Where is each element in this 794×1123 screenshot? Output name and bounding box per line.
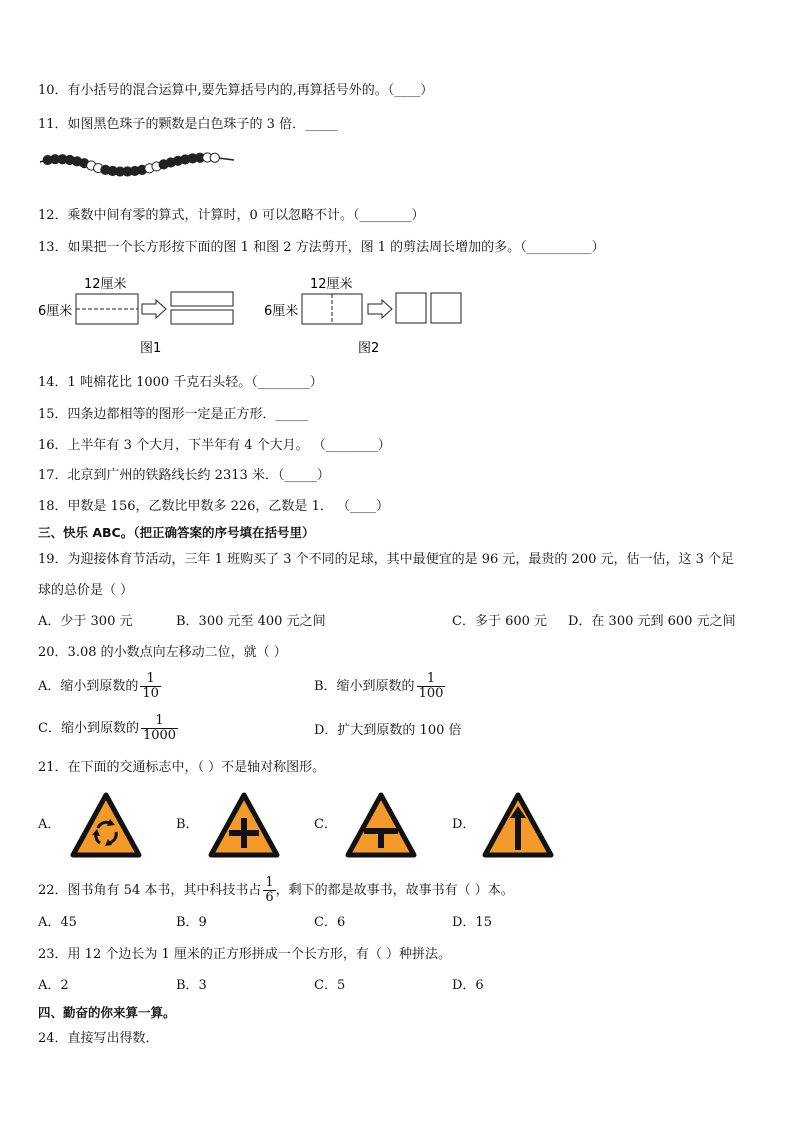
question-19-line1: 19．为迎接体育节活动，三年 1 班购买了 3 个不同的足球，其中最便宜的是 96 元，最贵的 200 元，估一估，这 3 个足 [38, 552, 735, 567]
section-3-heading: 三、快乐 ABC。（把正确答案的序号填在括号里） [38, 525, 315, 540]
question-15: 15．四条边都相等的图形一定是正方形．_____ [38, 407, 309, 422]
fig2-width-label: 6厘米 [264, 304, 299, 319]
q21-option-d: D． [452, 817, 476, 832]
crossroad-sign-icon [208, 792, 280, 858]
roundabout-sign-icon [70, 792, 142, 858]
beads-string-icon [38, 142, 238, 190]
question-14: 14．1 吨棉花比 1000 千克石头轻。（________） [38, 375, 323, 390]
question-20: 20．3.08 的小数点向左移动二位，就（ ） [38, 645, 287, 660]
q22-option-d: D．15 [452, 915, 492, 930]
fig1-caption: 图1 [140, 341, 162, 356]
q20-option-c: C．缩小到原数的 $\frac{1}{1000}$ [38, 713, 177, 743]
question-17: 17．北京到广州的铁路线长约 2313 米．（_____） [38, 468, 330, 483]
q19-option-c: C．多于 600 元 [452, 614, 548, 629]
q19-option-d: D．在 300 元到 600 元之间 [568, 614, 736, 629]
question-19-line2: 球的总价是（ ） [38, 583, 134, 598]
question-16: 16．上半年有 3 个大月，下半年有 4 个大月。 （________） [38, 438, 391, 453]
q22-option-b: B．9 [176, 915, 207, 930]
question-22: 22．图书角有 54 本书，其中科技书占 $\frac{1}{6}$ ，剩下的都是故事书，故事书有（ ）本。 [38, 875, 514, 905]
q19-option-a: A．少于 300 元 [38, 614, 133, 629]
q21-option-c: C． [314, 817, 337, 832]
q23-option-c: C．5 [314, 978, 346, 993]
q21-option-a: A． [38, 817, 61, 832]
cut-rectangle-figure [38, 272, 478, 362]
white-bead [210, 153, 219, 162]
question-24: 24．直接写出得数． [38, 1031, 159, 1046]
q23-option-b: B．3 [176, 978, 207, 993]
q22-option-c: C．6 [314, 915, 346, 930]
question-18: 18．甲数是 156，乙数比甲数多 226，乙数是 1． （____） [38, 499, 389, 514]
q21-option-b: B． [176, 817, 199, 832]
straight-ahead-sign-icon [482, 792, 554, 858]
question-13: 13．如果把一个长方形按下面的图 1 和图 2 方法剪开，图 1 的剪法周长增加的多。（__________） [38, 240, 605, 255]
fig2-caption: 图2 [358, 341, 380, 356]
q23-option-d: D．6 [452, 978, 484, 993]
question-11: 11．如图黑色珠子的颗数是白色珠子的 3 倍．_____ [38, 117, 338, 132]
fig2-length-label: 12厘米 [310, 277, 353, 292]
fig1-width-label: 6厘米 [38, 304, 73, 319]
q20-option-d: D．扩大到原数的 100 倍 [314, 723, 462, 738]
question-12: 12．乘数中间有零的算式，计算时，0 可以忽略不计。（________） [38, 208, 425, 223]
section-4-heading: 四、勤奋的你来算一算。 [38, 1005, 176, 1020]
question-23: 23．用 12 个边长为 1 厘米的正方形拼成一个长方形，有（ ）种拼法。 [38, 947, 452, 962]
question-10: 10．有小括号的混合运算中,要先算括号内的,再算括号外的。（____） [38, 83, 434, 98]
q19-option-b: B．300 元至 400 元之间 [176, 614, 326, 629]
fig1-length-label: 12厘米 [84, 277, 127, 292]
q23-option-a: A．2 [38, 978, 69, 993]
q22-option-a: A．45 [38, 915, 77, 930]
question-21: 21．在下面的交通标志中，（ ）不是轴对称图形。 [38, 760, 326, 775]
q20-option-b: B．缩小到原数的 $\frac{1}{100}$ [314, 671, 444, 701]
t-junction-sign-icon [345, 792, 417, 858]
q20-option-a: A．缩小到原数的 $\frac{1}{10}$ [38, 671, 159, 701]
